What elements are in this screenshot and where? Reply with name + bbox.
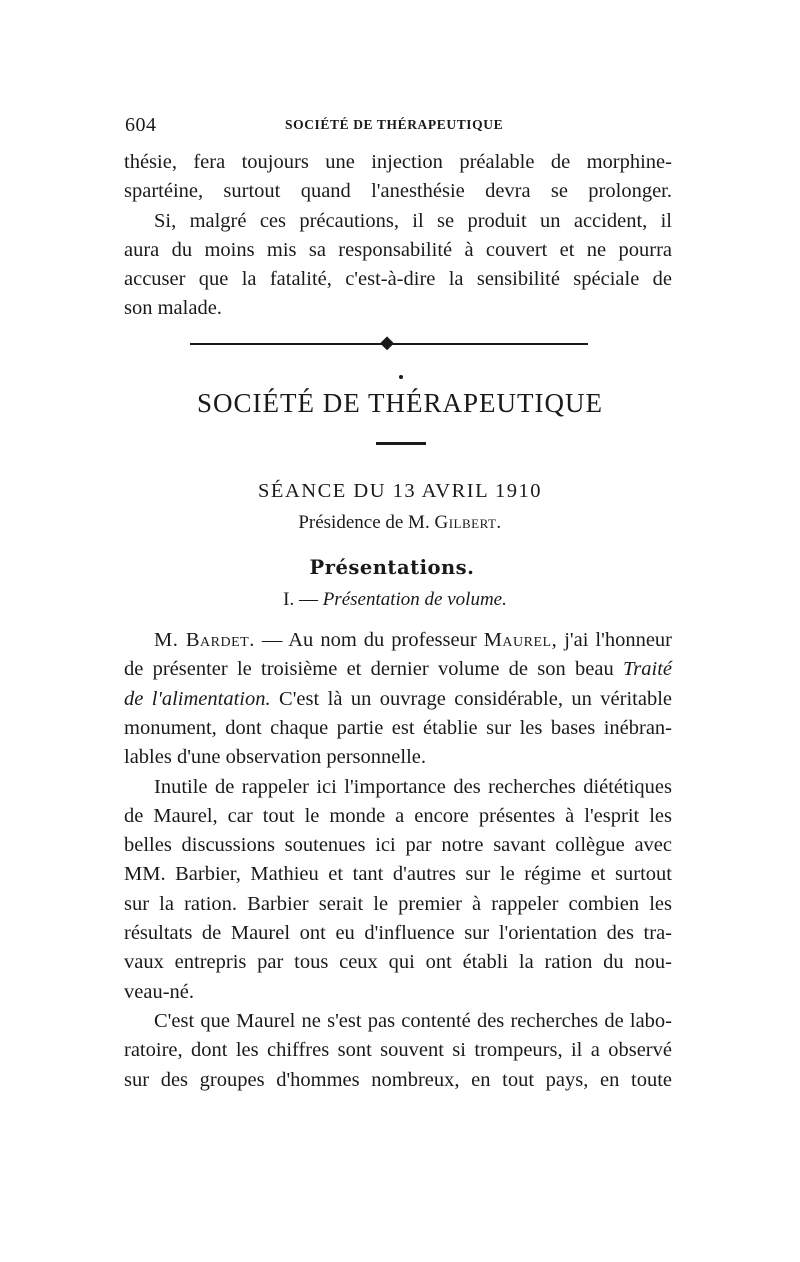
- text-line: [124, 655, 672, 684]
- text-line: [124, 626, 672, 655]
- section-title: SOCIÉTÉ DE THÉRAPEUTIQUE: [197, 388, 603, 418]
- short-rule: [376, 442, 426, 445]
- text-line: sur des groupes d'hommes nombreux, en tout pays, en toute: [124, 1068, 672, 1091]
- president-name: Gilbert.: [434, 512, 502, 533]
- text-line: ratoire, dont les chiffres sont souvent si trompeurs, il a observé: [124, 1039, 672, 1062]
- subhead-title: Présentation de volume.: [322, 589, 507, 610]
- diamond-ornament-icon: ◆: [380, 332, 394, 353]
- dot-ornament-icon: [399, 375, 403, 379]
- text-fragment: de présenter le troisième et dernier volume de son beau: [124, 658, 623, 681]
- body-paragraph-2: [124, 773, 672, 1007]
- page-number: 604: [125, 114, 157, 136]
- text-line: de Maurel, car tout le monde a encore présentes à l'esprit les: [124, 804, 672, 827]
- text-line: Si, malgré ces précautions, il se produit un accident, il: [154, 209, 672, 232]
- body-paragraph-1: [124, 626, 672, 772]
- text-line: MM. Barbier, Mathieu et tant d'autres sur le régime et surtout: [124, 863, 672, 886]
- text-line: thésie, fera toujours une injection préalable de morphine-: [124, 151, 672, 173]
- book-title-italic: de l'alimentation.: [124, 687, 271, 710]
- text-line: belles discussions soutenues ici par notre savant collègue avec: [124, 834, 672, 857]
- text-fragment: C'est là un ouvrage considérable, un véritable: [270, 687, 673, 710]
- text-line: Inutile de rappeler ici l'importance des recherches diététiques: [154, 775, 672, 798]
- second-paragraph: [124, 207, 672, 324]
- text-fragment: j'ai l'honneur: [557, 629, 672, 651]
- subhead: [0, 589, 790, 611]
- text-line: son malade.: [124, 297, 222, 320]
- text-line: lables d'une observation personnelle.: [124, 746, 426, 769]
- presidence-prefix: Présidence de M.: [298, 512, 435, 533]
- text-line: C'est que Maurel ne s'est pas contenté des recherches de labo-: [154, 1010, 672, 1032]
- subhead-number: I. —: [283, 589, 323, 610]
- text-fragment: — Au nom du professeur: [254, 629, 484, 651]
- speaker-name: M. Bardet.: [154, 629, 255, 651]
- text-line: spartéine, surtout quand l'anesthésie devra se prolonger.: [124, 180, 672, 203]
- text-line: monument, dont chaque partie est établie sur les bases inébran-: [124, 716, 672, 739]
- text-line: vaux entrepris par tous ceux qui ont établi la ration du nou-: [124, 951, 672, 974]
- intro-paragraph: [124, 148, 672, 207]
- text-line: sur la ration. Barbier serait le premier à rappeler combien les: [124, 892, 672, 915]
- text-line: [124, 685, 672, 714]
- text-line: aura du moins mis sa responsabilité à couvert et ne pourra: [124, 238, 672, 261]
- seance-heading: SÉANCE DU 13 AVRIL 1910: [258, 480, 542, 502]
- text-line: résultats de Maurel ont eu d'influence sur l'orientation des tra-: [124, 921, 672, 944]
- presidence-line: [0, 512, 800, 534]
- presentations-heading: Présentations.: [309, 556, 475, 579]
- text-line: veau-né.: [124, 980, 194, 1003]
- book-title-italic: Traité: [623, 658, 672, 681]
- text-line: accuser que la fatalité, c'est-à-dire la sensibilité spéciale de: [124, 268, 672, 291]
- body-paragraph-3: [124, 1007, 672, 1095]
- running-head: SOCIÉTÉ DE THÉRAPEUTIQUE: [285, 117, 504, 132]
- author-name: Maurel,: [483, 629, 558, 651]
- page-header: [125, 114, 670, 138]
